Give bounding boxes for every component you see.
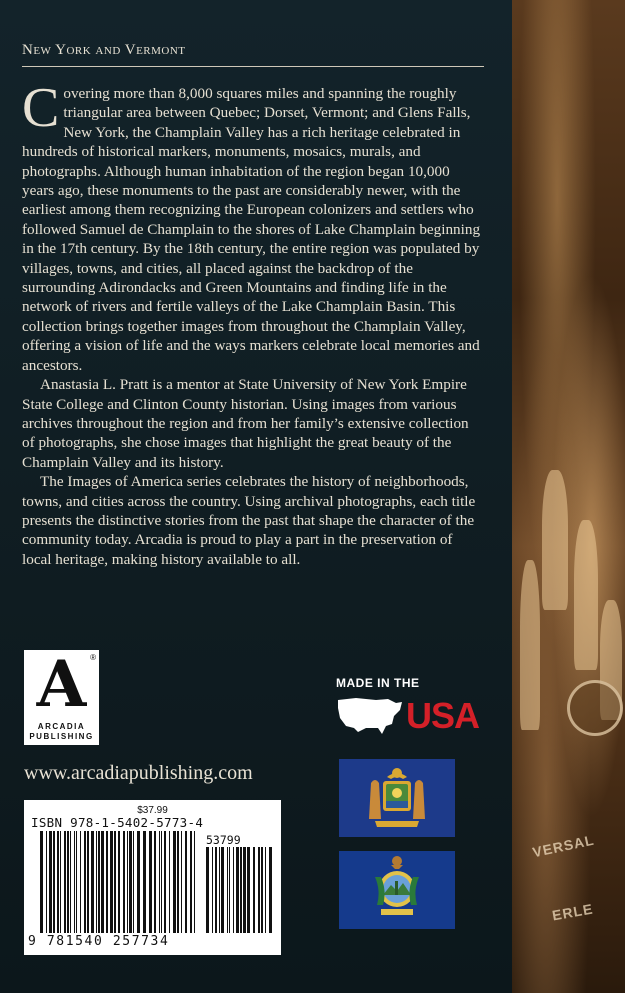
barcode-bar	[173, 831, 176, 933]
parade-figure	[574, 520, 598, 670]
barcode-bar	[101, 831, 104, 933]
barcode-bar	[164, 831, 166, 933]
barcode-bar	[137, 831, 140, 933]
barcode-bar	[169, 831, 170, 933]
made-in-the-label: MADE IN THE	[336, 676, 420, 690]
barcode-bar	[91, 831, 94, 933]
vermont-flag-icon	[339, 851, 455, 929]
barcode-bar	[159, 831, 160, 933]
barcode-bar	[53, 831, 55, 933]
barcode-bar	[127, 831, 128, 933]
addon-bar	[227, 847, 228, 933]
barcode-bar	[87, 831, 89, 933]
barcode-bar	[133, 831, 134, 933]
logo-wordmark-line1: ARCADIA	[37, 722, 86, 731]
new-york-flag-icon	[339, 759, 455, 837]
description-text	[22, 77, 484, 569]
barcode-bar	[106, 831, 108, 933]
addon-bar	[206, 847, 209, 933]
barcode-bar	[177, 831, 179, 933]
banner-lettering: VERSAL	[531, 831, 596, 861]
author-paragraph: Anastasia L. Pratt is a mentor at State University of New York Empire State College and Clinton County historian. Using images from various archives throughout the region and from her family’s extensive collection of photographs, she chose images that highlight the great beauty of the Champlain Valley and its history.	[22, 376, 469, 471]
barcode-bar	[80, 831, 81, 933]
addon-bar	[253, 847, 255, 933]
made-in-usa-badge	[336, 676, 480, 744]
addon-bar	[212, 847, 213, 933]
barcode-bar	[143, 831, 146, 933]
isbn-number: ISBN 978-1-5402-5773-4	[31, 815, 204, 830]
isbn-barcode	[24, 800, 281, 955]
barcode-bar	[181, 831, 182, 933]
drop-cap: C	[22, 77, 60, 139]
barcode-bar	[110, 831, 113, 933]
barcode-bar	[40, 831, 43, 933]
barcode-bar	[161, 831, 162, 933]
paragraph-text: overing more than 8,000 squares miles and spanning the roughly triangular area between Quebec; Dorset, Vermont; and Glens Falls, New York, the Champlain Valley has a rich heritage celebrated in hundreds of historical markers, monuments, mosaics, murals, and photographs. Although human inhabitation of the region began 10,000 years ago, these monuments to the past are considerably newer, with the earliest among them recognizing the European colonizers and settlers who followed Samuel de Champlain to the shores of Lake Champlain beginning in the 17th century. By the 18th century, the entire region was populated by villages, towns, and cities, all placed against the backdrop of the surrounding Adirondacks and Green Mountains and finding life in the network of rivers and fertile valleys of the Lake Champlain Basin. This collection brings together images from throughout the Champlain Valley, offering a vision of life and the ways markers celebrate local memories and ancestors.	[22, 85, 481, 374]
parade-figure	[520, 560, 540, 730]
barcode-bar	[76, 831, 77, 933]
barcode-bar	[118, 831, 120, 933]
title-divider	[22, 66, 484, 67]
addon-bar	[215, 847, 217, 933]
barcode-bar	[154, 831, 156, 933]
description-paragraph	[22, 77, 484, 375]
barcode-bar	[64, 831, 66, 933]
barcode-bar	[98, 831, 100, 933]
barcode-bar	[74, 831, 75, 933]
arcadia-publishing-logo	[24, 647, 99, 745]
addon-bar	[265, 847, 266, 933]
drum	[567, 680, 623, 736]
parade-figure	[542, 470, 568, 610]
addon-bar	[229, 847, 230, 933]
addon-bar	[258, 847, 260, 933]
addon-bar	[247, 847, 250, 933]
addon-bar	[219, 847, 220, 933]
barcode-bar	[185, 831, 187, 933]
usa-label: USA	[406, 695, 480, 736]
barcode-bar	[49, 831, 52, 933]
ean-digits: 9 781540 257734	[28, 934, 170, 949]
addon-bar	[240, 847, 242, 933]
usa-map-icon	[336, 694, 404, 740]
series-title: New York and Vermont	[22, 42, 186, 58]
price: $37.99	[137, 805, 168, 816]
addon-bar	[269, 847, 272, 933]
registered-mark: ®	[90, 653, 96, 662]
barcode-bar	[70, 831, 71, 933]
price-addon-number: 53799	[206, 833, 241, 847]
barcode-bar	[96, 831, 97, 933]
barcode-bar	[123, 831, 125, 933]
banner-lettering: ERLE	[550, 900, 595, 924]
barcode-bar	[57, 831, 59, 933]
series-paragraph: The Images of America series celebrates the history of neighborhoods, towns, and cities across the country. Using archival photographs, each title presents the distinctive stories from the past that shape the character of the community today. Arcadia is proud to play a part in the preservation of local heritage, making history available to all.	[22, 473, 476, 568]
addon-bar	[221, 847, 224, 933]
barcode-bar	[67, 831, 69, 933]
barcode-bar	[60, 831, 61, 933]
barcode-bar	[194, 831, 195, 933]
addon-bar	[236, 847, 239, 933]
logo-letter: A	[36, 647, 87, 722]
barcode-bar	[129, 831, 132, 933]
sepia-parade-photo	[512, 0, 625, 993]
logo-wordmark-line2: PUBLISHING	[29, 732, 94, 741]
barcode-bar	[84, 831, 86, 933]
addon-bar	[233, 847, 234, 933]
addon-bar	[243, 847, 246, 933]
barcode-bar	[149, 831, 152, 933]
barcode-bar	[190, 831, 192, 933]
barcode-bar	[46, 831, 47, 933]
publisher-url: www.arcadiapublishing.com	[24, 762, 253, 784]
addon-bar	[261, 847, 263, 933]
barcode-bar	[114, 831, 116, 933]
